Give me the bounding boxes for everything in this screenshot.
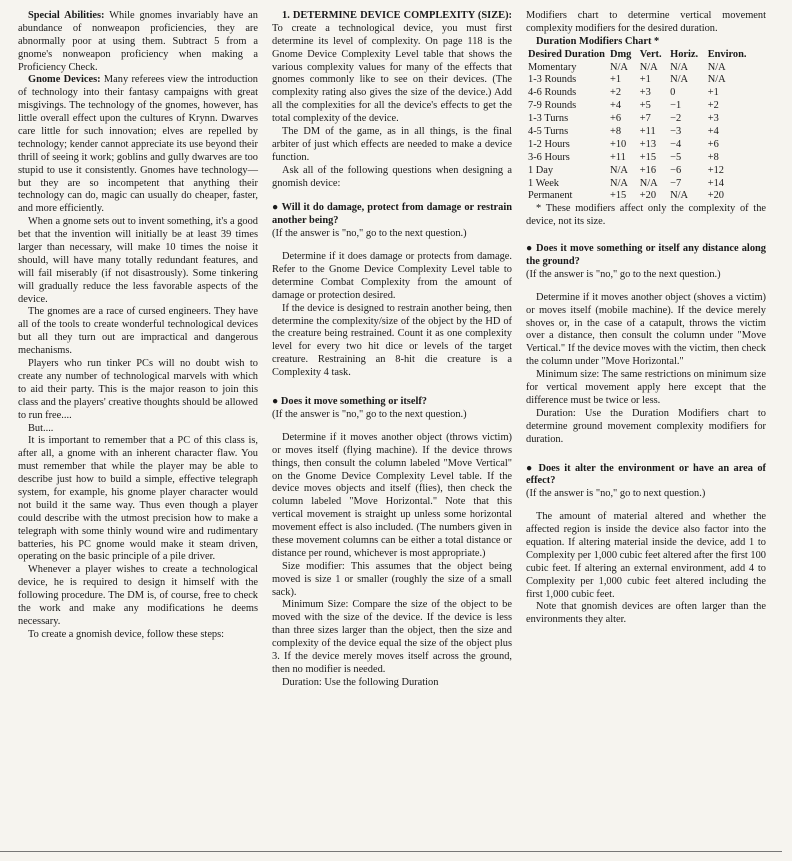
paragraph-larger-devices: Note that gnomish devices are often larger than the environments they alter. <box>526 601 766 626</box>
table-cell: +20 <box>707 190 724 202</box>
paragraph-restrain: If the device is designed to restrain another being, then determine the complexity/size of the object by the HD of the creature being restrained. Count it as one complexity level for every two hit dice or levels of the target creature. Restraining an 8-hit die creature is a Complexity 4 task. <box>272 302 512 379</box>
paragraph-determine-damage: Determine if it does damage or protects from damage. Refer to the Gnome Device Complexity Level table to determine Combat Complexity from the amount of damage or protection desired. <box>272 251 512 301</box>
text-gnome-devices: Many referees view the introduction of technology into their fantasy campaigns with great misgivings. The technology of the gnomes, however, has little overall effect upon the cultures of Krynn. Dwarves care little for such innovation; elves are repelled by technology; kender cannot appreciate its use beyond their thrill of seeing it work; goblins and gully dwarves are too stupid to use it consistently. Gnomes have technology—but they are so incompetent that anything their technology can do, magic can usually do cheaper, faster, and more efficiently. <box>18 74 258 215</box>
question-damage-note: (If the answer is "no," go to the next question.) <box>272 228 467 240</box>
table-cell: N/A <box>707 61 726 73</box>
duration-table-body <box>526 62 756 204</box>
question-environment <box>526 463 766 502</box>
paragraph-determine-move: Determine if it moves another object (throws victim) or moves itself (flying machine). If the device throws things, then consult the column labeled "Move Vertical" on the Gnome Device Complexity Level table. If the device moves objects and itself (flies), then check the column labeled "Move Horizontal." Note that this vertical movement is straight up unless some horizontal movement effect is also included. (The numbers given in these movement columns can be either a total distance or distance per round, whichever is most appropriate.) <box>272 431 512 559</box>
table-header-cell: Environ. <box>707 48 747 60</box>
table-cell: −7 <box>670 177 682 189</box>
table-cell: +8 <box>707 151 719 163</box>
table-cell: N/A <box>610 177 628 189</box>
table-cell: +7 <box>639 113 651 125</box>
table-cell: N/A <box>639 177 658 189</box>
table-cell: N/A <box>639 61 658 73</box>
table-cell: −1 <box>670 100 682 112</box>
table-cell: +13 <box>639 138 657 150</box>
heading-special-abilities: Special Abilities: <box>28 10 105 21</box>
table-cell: 3-6 Hours <box>528 151 570 163</box>
table-cell: +4 <box>610 100 622 112</box>
table-header-cell: Desired Duration <box>528 48 605 60</box>
table-cell: 4-6 Rounds <box>528 87 577 99</box>
table-row <box>526 178 756 191</box>
table-cell: +10 <box>610 138 627 150</box>
table-cell: +5 <box>639 100 651 112</box>
text-step-1: To create a technological device, you must first determine its level of complexity. On page 118 is the Gnome Device Complexity Level table that shows the various complexity values for many of the effects that gnomes commonly like to see on their devices. (The complexity rating also gives the size of the device.) Add all the complexities for all the device's effects to get the total complexity of the device. <box>272 22 512 125</box>
table-cell: 1 Day <box>528 164 554 176</box>
question-environment-title: ● Does it alter the environment or have an area of effect? <box>526 462 766 487</box>
table-cell: +2 <box>707 100 719 112</box>
paragraph-cursed-engineers: The gnomes are a race of cursed engineers. They have all of the tools to create wonderful technological devices but all they turn out are impractical and dangerous mechanisms. <box>18 306 258 357</box>
table-row <box>526 74 756 87</box>
table-row <box>526 190 756 203</box>
table-cell: +15 <box>639 151 657 163</box>
table-row <box>526 62 756 75</box>
table-cell: N/A <box>707 74 726 86</box>
table-row <box>526 152 756 165</box>
question-damage-title: ● Will it do damage, protect from damage or restrain another being? <box>272 202 512 227</box>
table-cell: N/A <box>670 74 689 86</box>
paragraph-determine-ground-move: Determine if it moves another object (shoves a victim) or moves itself (mobile machine). If the device merely shoves or, in the case of a catapult, throws the victim over a distance, then consult the column under "Move Vertical." If the device moves with the victim, then check the column under "Move Horizontal." <box>526 291 766 368</box>
table-cell: 1-2 Hours <box>528 138 570 150</box>
table-cell: +2 <box>610 87 622 99</box>
duration-modifiers-table <box>526 49 756 204</box>
table-cell: −2 <box>670 113 682 125</box>
table-cell: Momentary <box>528 61 577 73</box>
table-cell: 1 Week <box>528 177 559 189</box>
table-cell: +20 <box>639 190 657 202</box>
table-row <box>526 165 756 178</box>
table-cell: −3 <box>670 126 682 138</box>
table-cell: −5 <box>670 151 682 163</box>
question-ground-move-note: (If the answer is "no," go to the next question.) <box>526 268 721 280</box>
table-cell: +11 <box>639 126 656 138</box>
table-cell: +4 <box>707 126 719 138</box>
paragraph-size-modifier: Size modifier: This assumes that the object being moved is size 1 or smaller (roughly the size of a small sack). <box>272 560 512 598</box>
paragraph-procedure: Whenever a player wishes to create a technological device, he is required to design it himself with the following procedure. The DM is, of course, free to check the work and make any modifications he deems necessary. <box>18 564 258 627</box>
table-cell: 0 <box>670 87 676 99</box>
table-cell: +6 <box>610 113 622 125</box>
paragraph-gnome-devices <box>18 74 258 216</box>
heading-gnome-devices: Gnome Devices: <box>28 74 101 86</box>
paragraph-duration: Duration: Use the following Duration <box>282 676 439 688</box>
duration-chart-footnote: * These modifiers affect only the complexity of the device, not its size. <box>526 203 766 228</box>
paragraph-dm-arbiter: The DM of the game, as in all things, is the final arbiter of just which effects are needed to make a device function. <box>272 126 512 163</box>
table-header-cell: Horiz. <box>670 48 699 60</box>
paragraph-ground-duration: Duration: Use the Duration Modifiers chart to determine ground movement complexity modifiers for duration. <box>526 407 766 445</box>
table-cell: 7-9 Rounds <box>528 100 577 112</box>
table-header-cell: Vert. <box>639 48 662 60</box>
table-cell: N/A <box>670 61 689 73</box>
table-row <box>526 139 756 152</box>
table-cell: −4 <box>670 138 682 150</box>
question-ground-move <box>526 243 766 282</box>
table-cell: +14 <box>707 177 724 189</box>
table-cell: +12 <box>707 164 724 176</box>
table-cell: +16 <box>639 164 657 176</box>
table-cell: +8 <box>610 126 622 138</box>
paragraph-character-flaw: It is important to remember that a PC of this class is, after all, a gnome with an inherent character flaw. You must remember that while the player may be able to describe just how to build a simple, effective telegraph system, for example, his gnome player character would not build it the same way. Thus even though a player could describe with the utmost precision how to make a telegraph with some thinly wound wire and rudimentary batteries, his PC gnome would make it steam driven, operating on the basic principle of a pile driver. <box>18 435 258 563</box>
table-header-cell: Dmg <box>610 48 632 60</box>
table-cell: +1 <box>707 87 719 99</box>
paragraph-minimum-size: Minimum Size: Compare the size of the object to be moved with the size of the device. If the device is less than three sizes larger than the object, then the size and complexity of the device equal the size of the object plus 3. If the device merely moves itself across the ground, then no modifier is needed. <box>272 599 512 675</box>
question-environment-note: (If the answer is "no," go to next question.) <box>526 488 706 500</box>
question-move-title: ● Does it move something or itself? <box>272 396 427 408</box>
table-cell: +11 <box>610 151 626 163</box>
table-cell: N/A <box>670 190 689 202</box>
table-cell: 4-5 Turns <box>528 126 569 138</box>
duration-chart-title: Duration Modifiers Chart * <box>536 35 660 47</box>
table-cell: +1 <box>639 74 651 86</box>
table-row <box>526 87 756 100</box>
paragraph-special-abilities <box>18 10 258 74</box>
page-bottom-edge <box>0 851 782 852</box>
heading-step-1: 1. DETERMINE DEVICE COMPLEXITY (SIZE): <box>282 10 512 21</box>
table-cell: 1-3 Turns <box>528 113 569 125</box>
paragraph-step-1 <box>272 10 512 126</box>
paragraph-modifiers-intro: Modifiers chart to determine vertical movement complexity modifiers for the desired duration. <box>526 10 766 34</box>
paragraph-ask-questions: Ask all of the following questions when designing a gnomish device: <box>272 164 512 189</box>
table-cell: N/A <box>610 164 628 176</box>
table-cell: −6 <box>670 164 682 176</box>
table-row <box>526 126 756 139</box>
table-cell: +1 <box>610 74 622 86</box>
paragraph-material-altered: The amount of material altered and whether the affected region is inside the device also factor into the equation. If altering material inside the device, add 1 to Complexity per 1,000 cubic feet altered after the first 100 cubic feet. If altering an external environment, add 4 to Complexity per 1,000 cubic feet altered including the first 1,000 cubic feet. <box>526 511 766 600</box>
paragraph-ground-minimum-size: Minimum size: The same restrictions on minimum size for vertical movement apply here except that the difference must be twice or less. <box>526 369 766 406</box>
table-header-row <box>526 49 756 62</box>
table-cell: N/A <box>610 61 628 73</box>
question-move <box>272 396 512 422</box>
table-row <box>526 100 756 113</box>
table-cell: +6 <box>707 138 719 150</box>
question-move-note: (If the answer is "no," go to the next question.) <box>272 408 467 420</box>
question-ground-move-title: ● Does it move something or itself any distance along the ground? <box>526 243 766 268</box>
question-damage <box>272 202 512 241</box>
paragraph-but: But.... <box>28 422 54 434</box>
paragraph-tinker-pcs: Players who run tinker PCs will no doubt wish to create any number of technological marvels with which to aid their party. This is the major reason to join this class and the players' creative thoughts should be allowed to run free.... <box>18 358 258 421</box>
table-cell: +15 <box>610 190 627 202</box>
table-cell: +3 <box>707 113 719 125</box>
column-left <box>18 10 258 860</box>
text-special-abilities: While gnomes invariably have an abundance of nonweapon proficiencies, they are abnormally poor at using them. Subtract 5 from a gnome's nonweapon proficiency when making a Proficiency Check. <box>18 10 258 73</box>
paragraph-follow-steps: To create a gnomish device, follow these steps: <box>28 628 225 640</box>
table-cell: +3 <box>639 87 651 99</box>
paragraph-invention: When a gnome sets out to invent something, it's a good bet that the invention will initially be at least 39 times larger than necessary, will make 10 times the noise it should, will have many totally redundant features, and will fail miserably (if not disastrously). Some tinkering will gradually reduce the less favorable aspects of the device. <box>18 216 258 305</box>
table-cell: Permanent <box>528 190 573 202</box>
table-row <box>526 113 756 126</box>
table-cell: 1-3 Rounds <box>528 74 577 86</box>
column-middle <box>272 10 512 860</box>
column-right <box>526 10 766 860</box>
